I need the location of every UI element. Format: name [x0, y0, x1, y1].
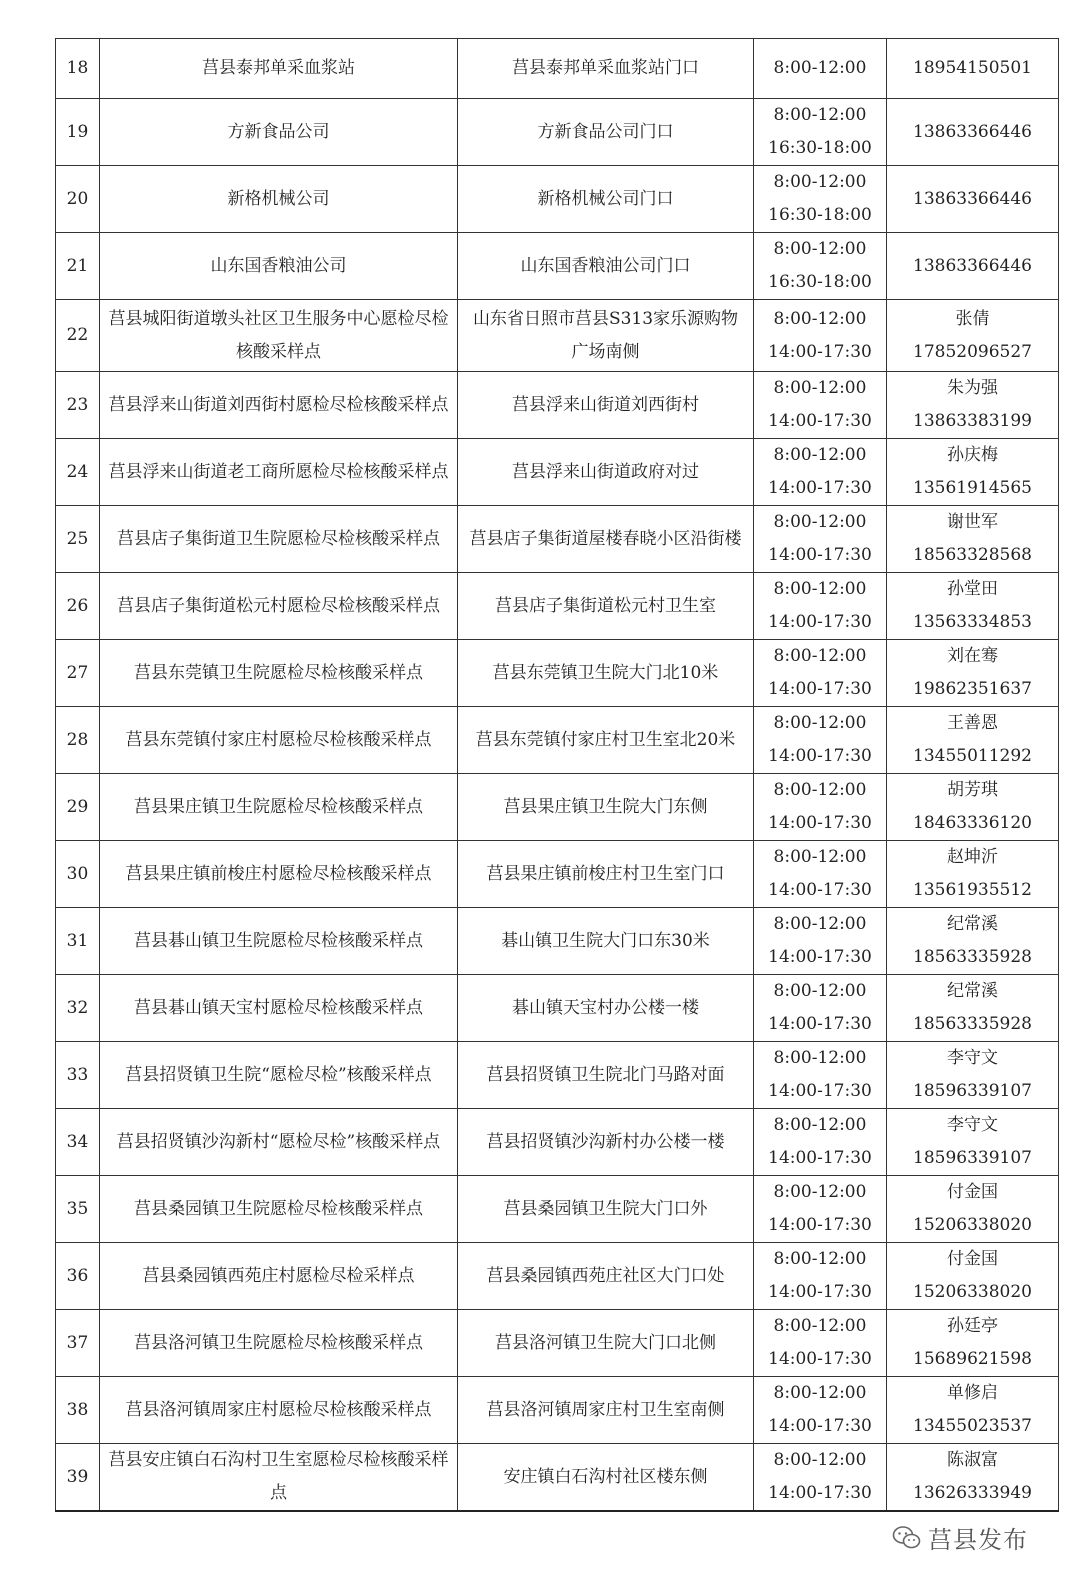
contact-phone: 13561914565 — [913, 478, 1032, 498]
service-hours-line: 16:30-18:00 — [768, 138, 872, 158]
row-number: 38 — [56, 1377, 100, 1444]
sampling-point-address: 莒县招贤镇卫生院北门马路对面 — [458, 1042, 754, 1109]
contact — [887, 1310, 1059, 1377]
row-number: 27 — [56, 640, 100, 707]
service-hours — [754, 1243, 887, 1310]
service-hours — [754, 372, 887, 439]
sampling-point-address: 莒县东莞镇付家庄村卫生室北20米 — [458, 707, 754, 774]
contact-person: 单修启 — [947, 1383, 998, 1403]
sampling-point-name: 新格机械公司 — [100, 166, 458, 233]
sampling-point-address: 碁山镇天宝村办公楼一楼 — [458, 975, 754, 1042]
service-hours-line: 14:00-17:30 — [768, 341, 872, 362]
row-number: 30 — [56, 841, 100, 908]
watermark — [892, 1520, 1028, 1555]
service-hours-line: 14:00-17:30 — [768, 947, 872, 967]
sampling-point-address: 莒县浮来山街道刘西街村 — [458, 372, 754, 439]
contact-phone: 13455011292 — [913, 746, 1032, 766]
sampling-point-name: 莒县桑园镇卫生院愿检尽检核酸采样点 — [100, 1176, 458, 1243]
contact-person: 赵坤沂 — [947, 847, 998, 867]
table-row — [56, 300, 1059, 372]
service-hours — [754, 841, 887, 908]
contact — [887, 99, 1059, 166]
service-hours-line: 14:00-17:30 — [768, 813, 872, 833]
table-row — [56, 506, 1059, 573]
contact — [887, 774, 1059, 841]
row-number: 29 — [56, 774, 100, 841]
table-row — [56, 640, 1059, 707]
contact — [887, 640, 1059, 707]
table-row — [56, 841, 1059, 908]
contact — [887, 908, 1059, 975]
service-hours-line: 8:00-12:00 — [773, 1383, 867, 1403]
contact-person: 孙堂田 — [947, 579, 998, 599]
row-number: 36 — [56, 1243, 100, 1310]
table-body — [56, 39, 1059, 1512]
service-hours-line: 8:00-12:00 — [773, 1450, 867, 1470]
service-hours-line: 8:00-12:00 — [773, 1182, 867, 1202]
contact-phone: 13863366446 — [913, 255, 1032, 276]
sampling-point-name: 莒县碁山镇天宝村愿检尽检核酸采样点 — [100, 975, 458, 1042]
table-row — [56, 1444, 1059, 1512]
contact — [887, 975, 1059, 1042]
sampling-point-name: 莒县店子集街道卫生院愿检尽检核酸采样点 — [100, 506, 458, 573]
contact-person: 李守文 — [947, 1048, 998, 1068]
service-hours-line: 14:00-17:30 — [768, 478, 872, 498]
service-hours — [754, 1377, 887, 1444]
service-hours — [754, 39, 887, 99]
contact-person: 王善恩 — [947, 713, 998, 733]
service-hours — [754, 774, 887, 841]
table-row — [56, 573, 1059, 640]
row-number: 23 — [56, 372, 100, 439]
sampling-point-address: 莒县桑园镇西苑庄社区大门口处 — [458, 1243, 754, 1310]
service-hours-line: 14:00-17:30 — [768, 1014, 872, 1034]
table-row — [56, 774, 1059, 841]
contact — [887, 841, 1059, 908]
service-hours-line: 8:00-12:00 — [773, 1048, 867, 1068]
contact — [887, 39, 1059, 99]
sampling-point-address: 莒县果庄镇卫生院大门东侧 — [458, 774, 754, 841]
service-hours-line: 8:00-12:00 — [773, 981, 867, 1001]
contact — [887, 707, 1059, 774]
contact — [887, 573, 1059, 640]
contact-phone: 18463336120 — [913, 813, 1032, 833]
contact-person: 付金国 — [947, 1249, 998, 1269]
contact — [887, 1109, 1059, 1176]
service-hours-line: 14:00-17:30 — [768, 1215, 872, 1235]
sampling-point-name: 莒县碁山镇卫生院愿检尽检核酸采样点 — [100, 908, 458, 975]
row-number: 37 — [56, 1310, 100, 1377]
contact — [887, 1176, 1059, 1243]
service-hours-line: 8:00-12:00 — [773, 713, 867, 733]
contact-phone: 13626333949 — [913, 1483, 1032, 1503]
contact-phone: 18563335928 — [913, 1014, 1032, 1034]
service-hours-line: 8:00-12:00 — [773, 1115, 867, 1135]
service-hours-line: 14:00-17:30 — [768, 880, 872, 900]
row-number: 31 — [56, 908, 100, 975]
table-row — [56, 233, 1059, 300]
row-number: 26 — [56, 573, 100, 640]
contact-phone: 15206338020 — [913, 1282, 1032, 1302]
contact-person: 陈淑富 — [947, 1450, 998, 1470]
table-row — [56, 166, 1059, 233]
contact-person: 孙庆梅 — [947, 445, 998, 465]
sampling-point-name: 莒县浮来山街道刘西街村愿检尽检核酸采样点 — [100, 372, 458, 439]
service-hours — [754, 640, 887, 707]
service-hours — [754, 1109, 887, 1176]
service-hours-line: 14:00-17:30 — [768, 1282, 872, 1302]
contact — [887, 1444, 1059, 1512]
service-hours — [754, 233, 887, 300]
contact-phone: 13863383199 — [913, 411, 1032, 431]
service-hours-line: 8:00-12:00 — [773, 378, 867, 398]
service-hours — [754, 99, 887, 166]
row-number: 25 — [56, 506, 100, 573]
table-row — [56, 439, 1059, 506]
service-hours — [754, 166, 887, 233]
contact — [887, 166, 1059, 233]
row-number: 28 — [56, 707, 100, 774]
table-row — [56, 1109, 1059, 1176]
contact — [887, 300, 1059, 372]
table-row — [56, 975, 1059, 1042]
service-hours-line: 14:00-17:30 — [768, 1483, 872, 1503]
contact — [887, 1243, 1059, 1310]
service-hours — [754, 707, 887, 774]
wechat-official-account-icon — [892, 1525, 922, 1551]
sampling-point-name: 莒县店子集街道松元村愿检尽检核酸采样点 — [100, 573, 458, 640]
contact-person: 孙廷亭 — [947, 1316, 998, 1336]
contact-phone: 19862351637 — [913, 679, 1032, 699]
row-number: 35 — [56, 1176, 100, 1243]
contact-phone: 15689621598 — [913, 1349, 1032, 1369]
sampling-point-name: 莒县泰邦单采血浆站 — [100, 39, 458, 99]
sampling-point-name: 莒县洛河镇周家庄村愿检尽检核酸采样点 — [100, 1377, 458, 1444]
service-hours — [754, 908, 887, 975]
service-hours-line: 8:00-12:00 — [773, 58, 867, 78]
contact-person: 胡芳琪 — [947, 780, 998, 800]
contact-person: 付金国 — [947, 1182, 998, 1202]
sampling-point-address: 莒县果庄镇前梭庄村卫生室门口 — [458, 841, 754, 908]
sampling-point-name: 莒县城阳街道墩头社区卫生服务中心愿检尽检核酸采样点 — [100, 300, 458, 372]
service-hours — [754, 506, 887, 573]
sampling-point-name: 莒县果庄镇卫生院愿检尽检核酸采样点 — [100, 774, 458, 841]
sampling-point-name: 莒县安庄镇白石沟村卫生室愿检尽检核酸采样点 — [100, 1444, 458, 1512]
table-row — [56, 707, 1059, 774]
contact — [887, 372, 1059, 439]
contact-phone: 17852096527 — [913, 341, 1032, 362]
service-hours — [754, 1042, 887, 1109]
table-row — [56, 1377, 1059, 1444]
sampling-point-address: 莒县东莞镇卫生院大门北10米 — [458, 640, 754, 707]
table-row — [56, 908, 1059, 975]
service-hours-line: 8:00-12:00 — [773, 646, 867, 666]
service-hours-line: 16:30-18:00 — [768, 272, 872, 292]
sampling-point-address: 莒县浮来山街道政府对过 — [458, 439, 754, 506]
service-hours — [754, 1444, 887, 1512]
contact-phone: 15206338020 — [913, 1215, 1032, 1235]
sampling-point-name: 莒县东莞镇付家庄村愿检尽检核酸采样点 — [100, 707, 458, 774]
table-row — [56, 1042, 1059, 1109]
table-row — [56, 1176, 1059, 1243]
sampling-point-name: 莒县桑园镇西苑庄村愿检尽检采样点 — [100, 1243, 458, 1310]
service-hours — [754, 975, 887, 1042]
contact-phone: 13563334853 — [913, 612, 1032, 632]
row-number: 33 — [56, 1042, 100, 1109]
contact-phone: 18596339107 — [913, 1148, 1032, 1168]
row-number: 18 — [56, 39, 100, 99]
contact — [887, 506, 1059, 573]
service-hours-line: 14:00-17:30 — [768, 1416, 872, 1436]
sampling-point-address: 莒县洛河镇周家庄村卫生室南侧 — [458, 1377, 754, 1444]
table-row — [56, 372, 1059, 439]
service-hours-line: 14:00-17:30 — [768, 1081, 872, 1101]
sampling-point-address: 莒县店子集街道松元村卫生室 — [458, 573, 754, 640]
service-hours-line: 8:00-12:00 — [773, 780, 867, 800]
contact-person: 刘在骞 — [947, 646, 998, 666]
service-hours-line: 8:00-12:00 — [773, 579, 867, 599]
sampling-point-name: 莒县果庄镇前梭庄村愿检尽检核酸采样点 — [100, 841, 458, 908]
sampling-point-name: 莒县招贤镇沙沟新村“愿检尽检”核酸采样点 — [100, 1109, 458, 1176]
row-number: 20 — [56, 166, 100, 233]
contact-person: 李守文 — [947, 1115, 998, 1135]
service-hours-line: 14:00-17:30 — [768, 746, 872, 766]
contact — [887, 1042, 1059, 1109]
contact-person: 纪常溪 — [947, 981, 998, 1001]
sampling-point-name: 莒县洛河镇卫生院愿检尽检核酸采样点 — [100, 1310, 458, 1377]
row-number: 24 — [56, 439, 100, 506]
contact-phone: 18596339107 — [913, 1081, 1032, 1101]
service-hours-line: 14:00-17:30 — [768, 1148, 872, 1168]
sampling-point-name: 山东国香粮油公司 — [100, 233, 458, 300]
sampling-point-address: 方新食品公司门口 — [458, 99, 754, 166]
service-hours-line: 8:00-12:00 — [773, 914, 867, 934]
contact-person: 纪常溪 — [947, 914, 998, 934]
sampling-point-address: 山东国香粮油公司门口 — [458, 233, 754, 300]
row-number: 34 — [56, 1109, 100, 1176]
sampling-point-address: 山东省日照市莒县S313家乐源购物广场南侧 — [458, 300, 754, 372]
table-row — [56, 39, 1059, 99]
sampling-point-address: 新格机械公司门口 — [458, 166, 754, 233]
contact — [887, 233, 1059, 300]
service-hours-line: 14:00-17:30 — [768, 411, 872, 431]
sampling-point-name: 莒县浮来山街道老工商所愿检尽检核酸采样点 — [100, 439, 458, 506]
table-row — [56, 1310, 1059, 1377]
sampling-point-address: 莒县洛河镇卫生院大门口北侧 — [458, 1310, 754, 1377]
sampling-point-name: 方新食品公司 — [100, 99, 458, 166]
row-number: 32 — [56, 975, 100, 1042]
contact-phone: 18563335928 — [913, 947, 1032, 967]
service-hours-line: 16:30-18:00 — [768, 205, 872, 225]
service-hours — [754, 1310, 887, 1377]
contact-phone: 18563328568 — [913, 545, 1032, 565]
service-hours-line: 8:00-12:00 — [773, 847, 867, 867]
sampling-points-table-page — [55, 38, 1058, 1512]
contact-person: 张倩 — [955, 308, 990, 329]
contact-phone: 13863366446 — [913, 188, 1032, 209]
service-hours-line: 8:00-12:00 — [773, 105, 867, 125]
contact-phone: 13863366446 — [913, 121, 1032, 142]
sampling-point-address: 安庄镇白石沟村社区楼东侧 — [458, 1444, 754, 1512]
contact-person: 谢世军 — [947, 512, 998, 532]
contact — [887, 1377, 1059, 1444]
table-row — [56, 99, 1059, 166]
service-hours-line: 8:00-12:00 — [773, 239, 867, 259]
sampling-point-address: 莒县泰邦单采血浆站门口 — [458, 39, 754, 99]
service-hours-line: 8:00-12:00 — [773, 308, 867, 329]
row-number: 22 — [56, 300, 100, 372]
contact-phone: 13455023537 — [913, 1416, 1032, 1436]
service-hours — [754, 300, 887, 372]
row-number: 39 — [56, 1444, 100, 1512]
sampling-point-address: 莒县桑园镇卫生院大门口外 — [458, 1176, 754, 1243]
service-hours-line: 8:00-12:00 — [773, 1249, 867, 1269]
service-hours-line: 14:00-17:30 — [768, 545, 872, 565]
service-hours-line: 14:00-17:30 — [768, 679, 872, 699]
service-hours — [754, 1176, 887, 1243]
service-hours — [754, 573, 887, 640]
service-hours-line: 8:00-12:00 — [773, 445, 867, 465]
service-hours-line: 8:00-12:00 — [773, 172, 867, 192]
row-number: 19 — [56, 99, 100, 166]
sampling-point-address: 莒县店子集街道屋楼春晓小区沿街楼 — [458, 506, 754, 573]
sampling-points-table — [55, 38, 1059, 1512]
service-hours-line: 8:00-12:00 — [773, 512, 867, 532]
contact-person: 朱为强 — [947, 378, 998, 398]
contact-phone: 18954150501 — [913, 58, 1032, 78]
service-hours-line: 14:00-17:30 — [768, 1349, 872, 1369]
service-hours — [754, 439, 887, 506]
sampling-point-address: 碁山镇卫生院大门口东30米 — [458, 908, 754, 975]
sampling-point-address: 莒县招贤镇沙沟新村办公楼一楼 — [458, 1109, 754, 1176]
contact — [887, 439, 1059, 506]
service-hours-line: 8:00-12:00 — [773, 1316, 867, 1336]
row-number: 21 — [56, 233, 100, 300]
contact-phone: 13561935512 — [913, 880, 1032, 900]
sampling-point-name: 莒县东莞镇卫生院愿检尽检核酸采样点 — [100, 640, 458, 707]
service-hours-line: 14:00-17:30 — [768, 612, 872, 632]
table-row — [56, 1243, 1059, 1310]
sampling-point-name: 莒县招贤镇卫生院“愿检尽检”核酸采样点 — [100, 1042, 458, 1109]
watermark-text: 莒县发布 — [928, 1526, 1028, 1554]
